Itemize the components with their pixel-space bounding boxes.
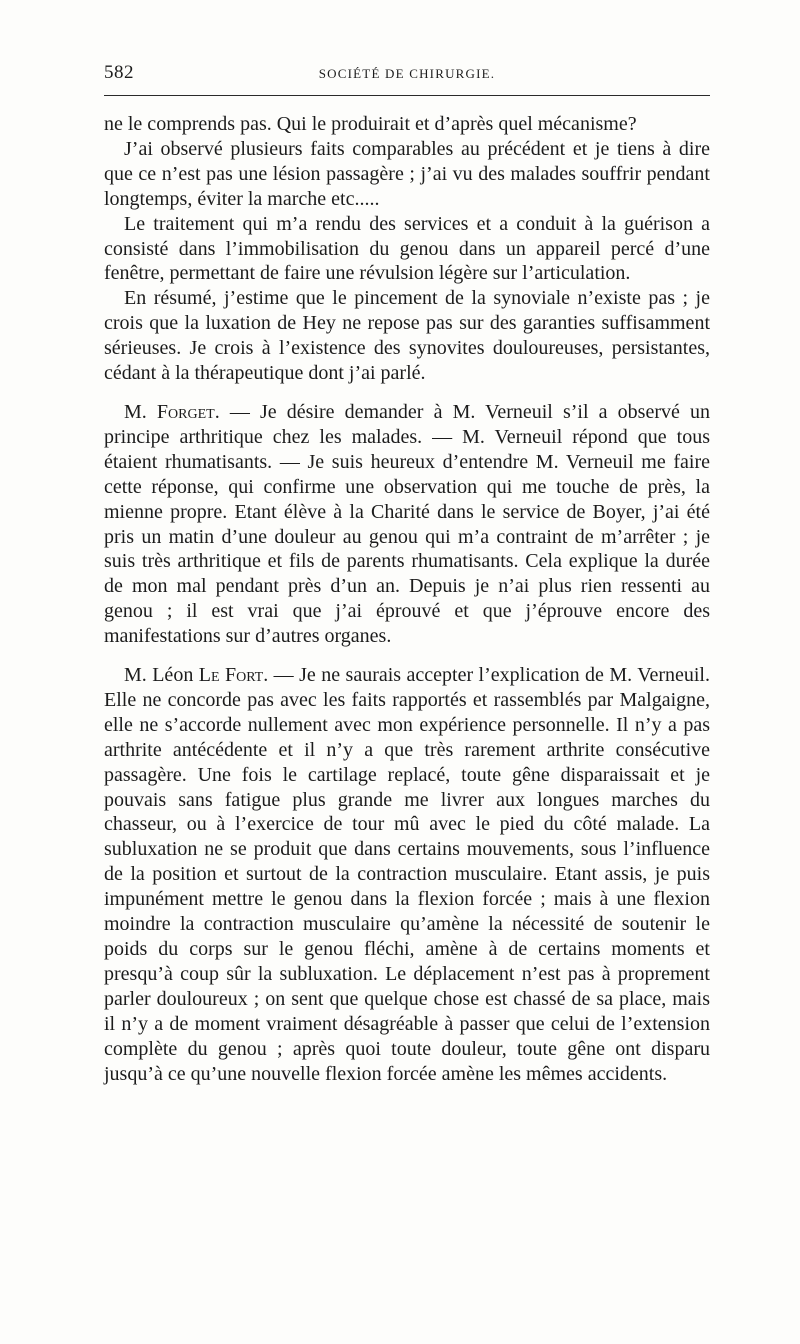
paragraph-summary: En résumé, j’estime que le pincement de la synoviale n’existe pas ; je crois que la luxation de Hey ne repose pas sur des garanties suffisamment sérieuses. Je crois à l’existence des synovites douloureuses, persistantes, cédant à la thérapeutique dont j’ai parlé.: [104, 287, 710, 385]
paragraph-continuation: ne le comprends pas. Qui le produirait et d’après quel mécanisme?: [104, 113, 637, 135]
speaker-name: Le Fort: [198, 664, 264, 687]
running-title: SOCIÉTÉ DE CHIRURGIE.: [318, 66, 496, 81]
paragraph-observations: J’ai observé plusieurs faits comparables au précédent et je tiens à dire que ce n’est pas une lésion passagère ; j’ai vu des malades souffrir pendant longtemps, éviter la marche etc.....: [104, 137, 710, 210]
page-header: [104, 60, 710, 90]
paragraph-le-fort: [104, 663, 710, 1086]
speech-text: . — Je désire demander à M. Verneuil s’il a observé un principe arthritique chez les malades. — M. Verneuil répond que tous étaient rhumatisants. — Je suis heureux d’entendre M. Verneuil me faire cette réponse, qui confirme une observation qui me touche de près, la mienne propre. Etant élève à la Charité dans le service de Boyer, j’ai été pris un matin d’une douleur au genou qui m’a contraint de m’arrêter ; je suis très arthritique et fils de parents rhumatisants. Cela explique la durée de mon mal pendant près d’un an. Depuis je n’ai plus rien ressenti au genou ; il est vrai que j’ai éprouvé et que j’éprouve encore des manifestations sur d’autres organes.: [104, 400, 710, 648]
header-rule: [104, 95, 710, 96]
paragraph-treatment: Le traitement qui m’a rendu des services et a conduit à la guérison a consisté dans l’immobilisation du genou dans un appareil percé d’une fenêtre, permettant de faire une révulsion légère sur l’articulation.: [104, 212, 710, 285]
body-text: [104, 112, 710, 1086]
paragraph-forget: [104, 400, 710, 649]
page-number: 582: [104, 62, 134, 83]
speaker-name: Forget: [156, 400, 215, 423]
speaker-prefix: M.: [124, 400, 157, 423]
speaker-prefix: M. Léon: [124, 664, 199, 687]
speech-text: . — Je ne saurais accepter l’explication de M. Verneuil. Elle ne concorde pas avec les faits rapportés et rassemblés par Malgaigne, elle ne s’accorde nullement avec mon expérience personnelle. Il n’y a pas arthrite antécédente et il n’y a que très rarement arthrite consécutive passagère. Une fois le cartilage replacé, toute gêne disparaissait et je pouvais sans fatigue plus grande me livrer aux longues marches du chasseur, ou à l’exercice de tour mû avec le pied du côté malade. La subluxation ne se produit que dans certains mouvements, sous l’influence de la position et surtout de la contraction musculaire. Etant assis, je puis impunément mettre le genou dans la flexion forcée ; mais à une flexion moindre la contraction musculaire qu’amène la nécessité de soutenir le poids du corps sur le genou fléchi, amène à de certains moments et presqu’à coup sûr la subluxation. Le déplacement n’est pas à proprement parler douloureux ; on sent que quelque chose est chassé de sa place, mais il n’y a de moment vraiment désagréable à passer que celui de l’extension complète du genou ; après quoi toute douleur, toute gêne ont disparu jusqu’à ce qu’une nouvelle flexion forcée amène les mêmes accidents.: [104, 664, 710, 1085]
